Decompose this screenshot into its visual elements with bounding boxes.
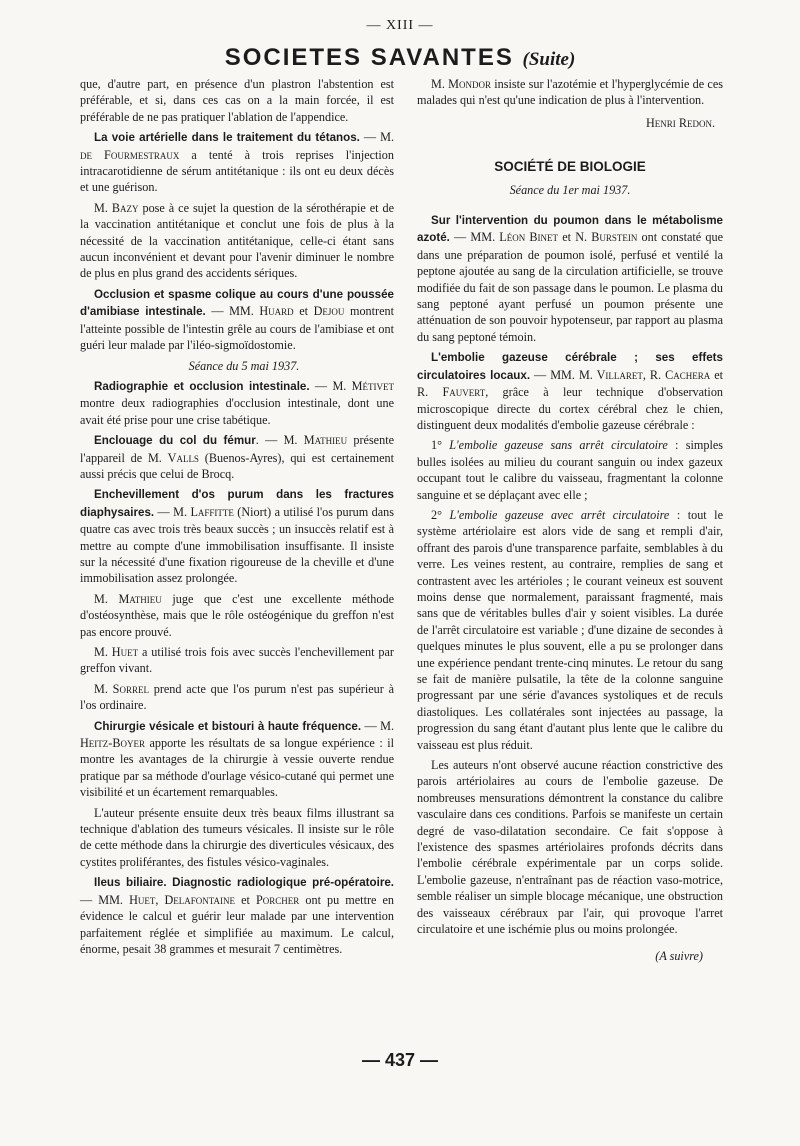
author-name: Léon Binet (499, 230, 559, 245)
author-name: Bazy (111, 200, 139, 215)
article-title: Enclouage du col du fémur (94, 434, 256, 448)
session-date: Séance du 5 mai 1937. (188, 358, 300, 373)
author-signature: Henri Redon. (645, 115, 715, 130)
right-column (417, 76, 723, 964)
emphasis: L'embolie gazeuse avec arrêt circulatoire (449, 507, 670, 522)
society-title: SOCIÉTÉ DE BIOLOGIE (494, 159, 646, 175)
author-name: de Fourmestraux (80, 147, 180, 162)
article-title: La voie artérielle dans le traitement du tétanos. (94, 131, 360, 145)
article-title: Enchevillement d'os purum dans les fractures diaphysaires. (80, 488, 394, 519)
paragraph: M. Mathieu juge que c'est une excellente méthode d'ostéosynthèse, mais que le rôle ostéogénique du greffon n'est pas encore prouvé. (80, 591, 394, 639)
article-title: Sur l'intervention du poumon dans le métabolisme azoté. (417, 214, 723, 245)
paragraph: Chirurgie vésicale et bistouri à haute fréquence. — M. Heitz-Boyer apporte les résultats de sa longue expérience : il montre les avantages de la chirurgie à vessie ouverte rendue pratique par sa méthode d'ourlage vésico-cutané qui permet une visibilité et un écartement remarquables. (80, 718, 394, 800)
article-title: Occlusion et spasme colique au cours d'une poussée d'amibiase intestinale. (80, 287, 394, 319)
paragraph: Enchevillement d'os purum dans les fractures diaphysaires. — M. Laffitte (Niort) a utilisé l'os purum dans quatre cas avec trois très beaux succès ; un insuccès relatif est à mettre au compte d'une immobilisation insuffisante. Il insiste sur la nécessité d'une fixation rigoureuse de la cheville et d'une immobilisation assez prolongée. (80, 488, 395, 586)
section-header (0, 44, 800, 72)
author-name: Laffitte (190, 504, 234, 519)
paragraph: M. Huet a utilisé trois fois avec succès l'enchevillement par greffon vivant. (80, 645, 394, 676)
paragraph: L'auteur présente ensuite deux très beaux films illustrant sa technique d'ablation des tumeurs vésicales. Il insiste sur le rôle de cette méthode dans la chirurgie des diverticules vésicaux, des cystites proliférantes, des fistules vésico-vaginales. (80, 805, 394, 869)
paragraph: Sur l'intervention du poumon dans le métabolisme azoté. — MM. Léon Binet et N. Burstein ont constaté que dans une préparation de poumon isolé, perfusé et ventilé la peptone ajoutée au sang de la circulation artificielle, se trouve modifiée du fait de son passage dans le poumon. Le plasma du sang peptoné ayant perfusé un poumon présente une atténuation de son pouvoir hypotenseur, par rapport au plasma du sang peptoné témoin. (417, 214, 723, 344)
author-name: M. Villaret (578, 367, 643, 382)
author-name: Huet (129, 892, 156, 907)
author-name: Dejou (313, 304, 345, 319)
paragraph: Enclouage du col du fémur. — M. Mathieu présente l'appareil de M. Valls (Buenos-Ayres), qui est certainement aussi précis que celui de Brocq. (80, 433, 394, 481)
paragraph: Occlusion et spasme colique au cours d'une poussée d'amibiase intestinale. — MM. Huard et Dejou montrent l'atteinte possible de l'intestin grêle au cours de l'amibiase et ont guéri leur malade par l'iléo-sigmoïdostomie. (80, 287, 394, 353)
paragraph: M. Sorrel prend acte que l'os purum n'est pas supérieur à l'os ordinaire. (80, 681, 394, 713)
author-name: Huard (259, 304, 294, 319)
paragraph: que, d'autre part, en présence d'un plastron l'abstention est préférable, et si, dans ces cas on a la main forcée, il est préférable de ne pas pratiquer l'ablation de l'appendice. (80, 77, 394, 124)
author-name: Heitz-Boyer (80, 736, 145, 751)
continued-note: (A suivre) (655, 948, 703, 963)
page-number: — 437 — (361, 1050, 439, 1070)
author-name: Métivet (351, 378, 394, 393)
header-title: SOCIETES SAVANTES (224, 44, 514, 71)
article-title: Chirurgie vésicale et bistouri à haute fréquence. (94, 719, 362, 733)
author-name: Mathieu (118, 591, 162, 606)
paragraph: L'embolie gazeuse cérébrale ; ses effets circulatoires locaux. — MM. M. Villaret, R. Cachera et R. Fauvert, grâce à leur technique d'observation microscopique directe du cortex cérébral chez le chien, distinguent deux modalités d'embolie gazeuse cérébrale : (417, 351, 724, 432)
author-name: R. Fauvert (417, 385, 486, 400)
author-name: Mondor (448, 77, 491, 91)
author-name: Sorrel (112, 681, 149, 696)
paragraph: M. Mondor insiste sur l'azotémie et l'hyperglycémie de ces malades qui n'est qu'une indication de plus à l'intervention. (417, 77, 723, 108)
article-title: Ileus biliaire. Diagnostic radiologique pré-opératoire. (94, 876, 394, 890)
paragraph: Radiographie et occlusion intestinale. — M. Métivet montre deux radiographies d'occlusion intestinale, dont une avait été prise pour une crise tabétique. (80, 378, 394, 427)
author-name: Delafontaine (164, 892, 236, 907)
author-name: Huet (111, 645, 139, 659)
paragraph: La voie artérielle dans le traitement du tétanos. — M. de Fourmestraux a tenté à trois reprises l'injection intracarotidienne de sérum antitétanique : ils ont eu deux décès et une guérison. (80, 130, 394, 195)
left-column (80, 76, 394, 961)
article-title: Radiographie et occlusion intestinale. (94, 379, 310, 393)
emphasis: L'embolie gazeuse sans arrêt circulatoire (449, 438, 668, 453)
article-title: L'embolie gazeuse cérébrale ; ses effets circulatoires locaux. (417, 351, 723, 382)
paragraph: 1° L'embolie gazeuse sans arrêt circulatoire : simples bulles isolées au milieu du courant sanguin ou index gazeux occupant tout le calibre du vaisseau, fragmentant la colonne sanguine et se déplaçant avec elle ; (417, 438, 723, 502)
session-date: Séance du 1er mai 1937. (509, 182, 631, 197)
author-name: R. Cachera (649, 367, 711, 382)
paragraph: Les auteurs n'ont observé aucune réaction constrictive des parois artériolaires au cours de l'embolie gazeuse. De nombreuses mensurations démontrent la constance du calibre vasculaire dans ces conditions. Parfois se manifeste un certain degré de vaso-dilatation secondaire. Ce fait s'oppose à l'existence des spasmes artériolaires profonds décrits dans l'embolie cérébrale expérimentale par un corps solide. L'embolie gazeuse, n'entraînant pas de réaction vaso-motrice, semble réaliser un simple blocage mécanique, une obstruction des vaisseaux cérébraux par l'air, qui provoque l'arret circulatoire et une ischémie plus ou moins prolongée. (417, 758, 723, 937)
author-name: Valls (167, 450, 199, 465)
author-name: N. Burstein (575, 230, 638, 245)
paragraph: M. Bazy pose à ce sujet la question de la sérothérapie et de la vaccination antitétanique et conclut une fois de plus à la nécessité de la vaccination antitétanique, celle-ci étant sans aucun inconvénient et devant pour l'avenir diminuer le nombre de plus en plus grand des accidents sériques. (80, 200, 394, 281)
author-name: Porcher (256, 892, 300, 907)
paragraph: Ileus biliaire. Diagnostic radiologique pré-opératoire. — MM. Huet, Delafontaine et Porcher ont pu mettre en évidence le calcul et guérir leur malade par une intervention parfaitement réglée et simplifiée au maximum. Le calcul, énorme, pesait 38 grammes et mesurait 7 centimètres. (80, 876, 394, 956)
header-suite: (Suite) (522, 49, 576, 70)
author-name: Mathieu (303, 433, 348, 448)
paragraph: 2° L'embolie gazeuse avec arrêt circulatoire : tout le système artériolaire est alors vide de sang et rempli d'air, offrant des parois d'une transparence parfaite, semblables à du verre. Les veines restent, au contraire, remplies de sang et contrastent avec les artérioles ; le courant veineux est souvent moins dense que normalement, paraissant fragmenté, mais sans que de véritables bulles d'air y soient visibles. La durée de l'arrêt circulatoire est variable ; d'une dizaine de secondes à quelques minutes le plus souvent, elle a pu se prolonger dans une expérience pendant trente-cinq minutes. Le retour du sang se fait de manière pulsatile, la tête de la colonne sanguine progressant par une série d'avances systoliques et de reculs diastoliques. Les collatérales sont injectées au passage, la progression du sang étant d'autant plus lente que le calibre du vaisseau est plus réduit. (417, 507, 723, 752)
roman-page-number: — XIII — (366, 18, 434, 33)
